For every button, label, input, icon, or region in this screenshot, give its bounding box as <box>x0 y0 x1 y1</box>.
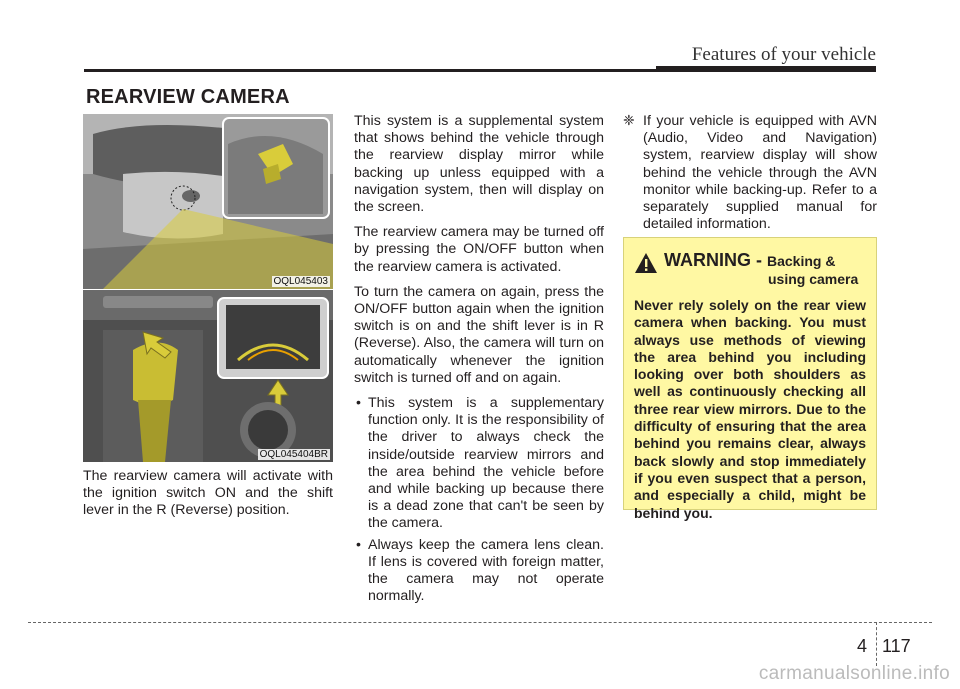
column-1 <box>83 468 333 528</box>
warning-title-line2: using camera <box>768 271 859 287</box>
bullet-item: • Always keep the camera lens clean. If lens is covered with foreign matter, the camera may not operate normally. <box>354 537 604 606</box>
warning-header <box>634 250 866 289</box>
paragraph: To turn the camera on again, press the ON/OFF button again when the ignition switch is on and the shift lever is in R (Reverse). Also, the camera will turn on automatically whenever the ignition switch is turned off and on again. <box>354 283 604 386</box>
paragraph: The rearview camera may be turned off by pressing the ON/OFF button when the rearview camera is activated. <box>354 224 604 275</box>
warning-body: Never rely solely on the rear view camera when backing. You must always use methods of viewing the area behind you including looking over both shoulders as well as continuously checking all three rear view mirrors. Due to the difficulty of ensuring that the area behind you remains clear, always back slowly and stop immediately if you even suspect that a person, and especially a child, might be behind you. <box>634 297 866 521</box>
header-rule-accent <box>656 66 876 72</box>
note-text: If your vehicle is equipped with AVN (Audio, Video and Navigation) system, rearview display will show behind the vehicle through the AVN monitor while backing-up. Refer to a separately supplied manual for detailed information. <box>643 113 877 233</box>
figure-code: OQL045404BR <box>259 449 328 460</box>
footer-divider <box>876 622 877 666</box>
rear-camera-illustration <box>83 114 333 289</box>
warning-title-line1: Backing & <box>767 253 836 269</box>
footer-rule <box>28 622 932 623</box>
bullet-item: • This system is a supplementary function only. It is the responsibility of the driver to always check the inside/outside rearview mirrors and the area behind the vehicle before and while backing up because there is a dead zone that can't be seen by the camera. <box>354 395 604 533</box>
note <box>623 113 877 233</box>
warning-label: WARNING - <box>664 250 767 270</box>
section-title: REARVIEW CAMERA <box>86 86 290 108</box>
page-number: 117 <box>882 636 911 656</box>
warning-triangle-icon <box>634 252 658 274</box>
page-chapter: 4 <box>857 636 868 656</box>
figure-gear-shift <box>83 290 333 462</box>
paragraph: The rearview camera will activate with the ignition switch ON and the shift lever in the R (Reverse) position. <box>83 468 333 519</box>
paragraph: This system is a supplemental system that shows behind the vehicle through the rearview display mirror while backing up unless equipped with a navigation system, then will display on the screen. <box>354 113 604 216</box>
column-2 <box>354 113 604 609</box>
column-3 <box>623 113 877 233</box>
header-section-title: Features of your vehicle <box>691 44 876 65</box>
note-mark: ❈ <box>623 113 635 129</box>
warning-box <box>623 237 877 521</box>
gear-shift-illustration <box>83 290 333 462</box>
warning-title <box>664 250 858 289</box>
watermark: carmanualsonline.info <box>758 663 950 684</box>
figure-rear-camera <box>83 114 333 289</box>
figure-code: OQL045403 <box>273 276 328 287</box>
